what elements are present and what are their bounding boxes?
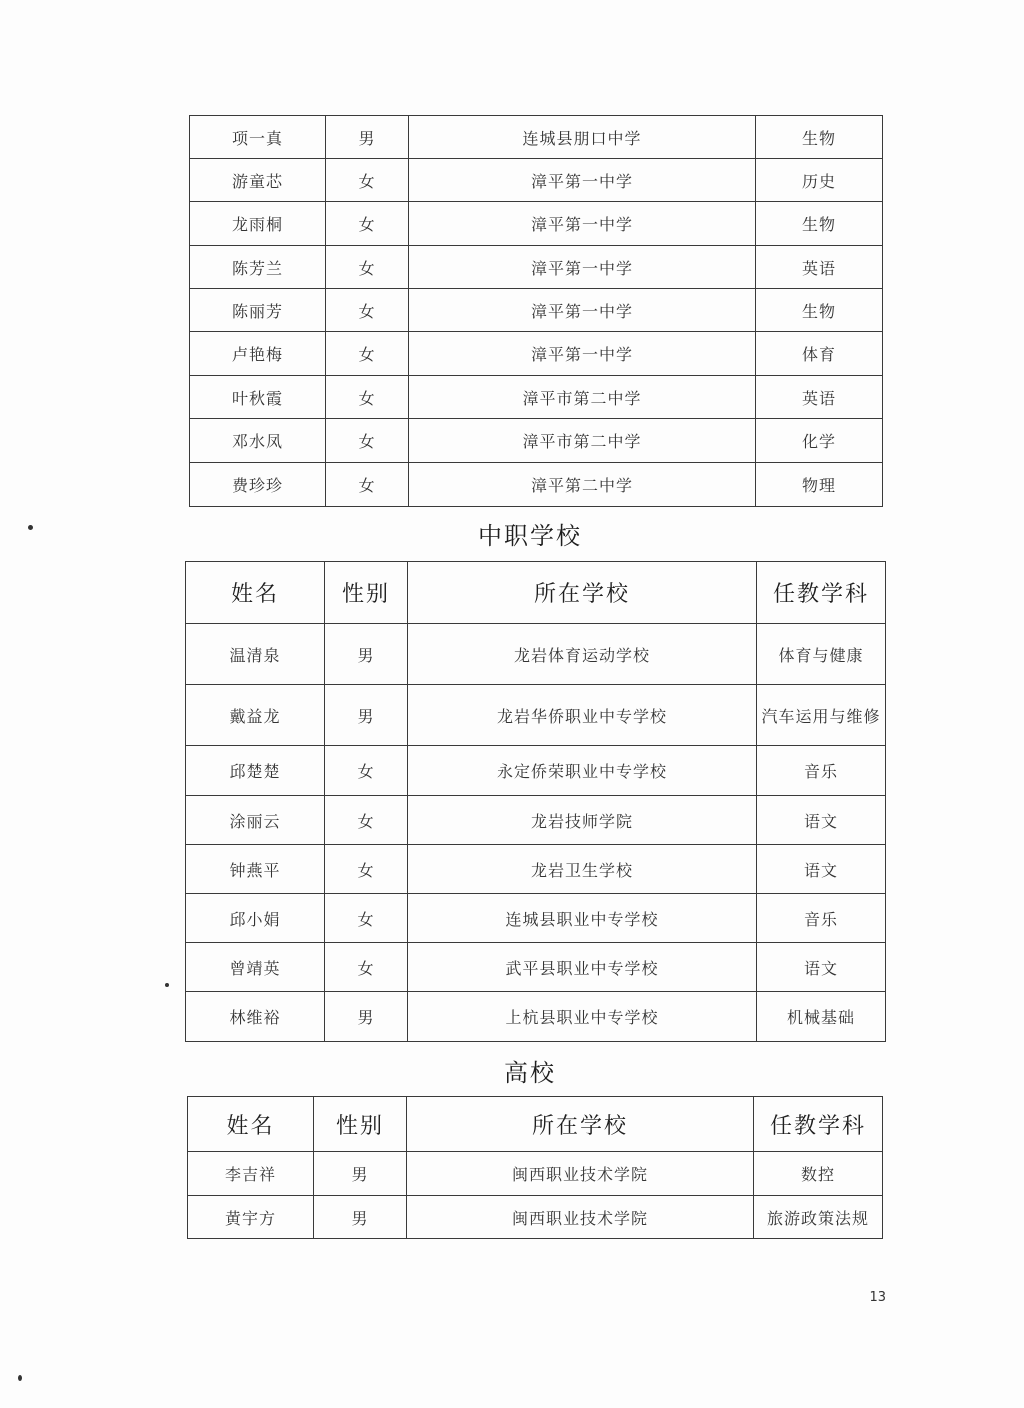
cell-school: 漳平市第二中学 — [409, 376, 756, 419]
table-university — [187, 1096, 883, 1239]
cell-subject: 历史 — [756, 159, 883, 202]
cell-school: 连城县职业中专学校 — [408, 894, 757, 943]
cell-subject: 物理 — [756, 463, 883, 507]
cell-name: 卢艳梅 — [190, 332, 326, 376]
table-row — [186, 943, 886, 992]
cell-school: 武平县职业中专学校 — [408, 943, 757, 992]
cell-subject: 英语 — [756, 246, 883, 289]
cell-school: 漳平第一中学 — [409, 246, 756, 289]
cell-name: 温清泉 — [186, 624, 325, 685]
cell-name: 黄宇方 — [188, 1196, 314, 1239]
cell-subject: 语文 — [757, 943, 886, 992]
section-title-university: 高校 — [504, 1059, 556, 1087]
cell-gender: 女 — [325, 796, 408, 845]
cell-school: 漳平第一中学 — [409, 202, 756, 246]
header-name: 姓名 — [186, 562, 325, 624]
cell-subject: 体育与健康 — [757, 624, 886, 685]
table-row — [190, 116, 883, 159]
cell-name: 游童芯 — [190, 159, 326, 202]
cell-subject: 语文 — [757, 845, 886, 894]
scan-speck — [18, 1375, 22, 1381]
cell-gender: 女 — [326, 289, 409, 332]
table-row — [190, 159, 883, 202]
cell-gender: 女 — [326, 246, 409, 289]
cell-gender: 女 — [326, 332, 409, 376]
table-row — [190, 419, 883, 463]
cell-subject: 旅游政策法规 — [754, 1196, 883, 1239]
cell-gender: 女 — [325, 943, 408, 992]
header-school: 所在学校 — [407, 1097, 754, 1152]
cell-gender: 女 — [325, 746, 408, 796]
cell-name: 叶秋霞 — [190, 376, 326, 419]
cell-gender: 女 — [325, 845, 408, 894]
cell-gender: 女 — [326, 202, 409, 246]
cell-subject: 音乐 — [757, 894, 886, 943]
cell-school: 龙岩技师学院 — [408, 796, 757, 845]
cell-name: 戴益龙 — [186, 685, 325, 746]
cell-subject: 英语 — [756, 376, 883, 419]
table-row — [190, 376, 883, 419]
table-row — [190, 332, 883, 376]
table-row — [190, 246, 883, 289]
table-row — [186, 685, 886, 746]
cell-subject: 生物 — [756, 202, 883, 246]
table-row — [190, 289, 883, 332]
cell-name: 邓水凤 — [190, 419, 326, 463]
cell-name: 林维裕 — [186, 992, 325, 1042]
cell-name: 邱小娟 — [186, 894, 325, 943]
table-row — [190, 463, 883, 507]
cell-gender: 男 — [326, 116, 409, 159]
cell-school: 漳平第一中学 — [409, 332, 756, 376]
cell-name: 陈芳兰 — [190, 246, 326, 289]
cell-gender: 男 — [314, 1152, 407, 1196]
cell-school: 上杭县职业中专学校 — [408, 992, 757, 1042]
cell-name: 项一真 — [190, 116, 326, 159]
cell-subject: 音乐 — [757, 746, 886, 796]
table-row — [188, 1196, 883, 1239]
cell-subject: 体育 — [756, 332, 883, 376]
cell-subject: 汽车运用与维修 — [757, 685, 886, 746]
cell-subject: 数控 — [754, 1152, 883, 1196]
cell-subject: 化学 — [756, 419, 883, 463]
header-gender: 性别 — [325, 562, 408, 624]
table-row — [186, 845, 886, 894]
table-row — [186, 894, 886, 943]
scan-speck — [165, 983, 169, 987]
table-row — [190, 202, 883, 246]
table-vocational — [185, 561, 886, 1042]
cell-gender: 女 — [326, 159, 409, 202]
cell-gender: 男 — [325, 685, 408, 746]
header-name: 姓名 — [188, 1097, 314, 1152]
cell-school: 漳平第一中学 — [409, 159, 756, 202]
cell-name: 邱楚楚 — [186, 746, 325, 796]
cell-school: 连城县朋口中学 — [409, 116, 756, 159]
cell-school: 龙岩卫生学校 — [408, 845, 757, 894]
cell-gender: 男 — [314, 1196, 407, 1239]
cell-name: 曾靖英 — [186, 943, 325, 992]
page-number: 13 — [869, 1290, 886, 1305]
header-subject: 任教学科 — [757, 562, 886, 624]
section-title-vocational: 中职学校 — [478, 522, 582, 550]
cell-subject: 机械基础 — [757, 992, 886, 1042]
cell-name: 龙雨桐 — [190, 202, 326, 246]
cell-name: 钟燕平 — [186, 845, 325, 894]
cell-gender: 女 — [325, 894, 408, 943]
header-subject: 任教学科 — [754, 1097, 883, 1152]
cell-name: 涂丽云 — [186, 796, 325, 845]
table-row — [186, 796, 886, 845]
cell-school: 永定侨荣职业中专学校 — [408, 746, 757, 796]
cell-school: 漳平第一中学 — [409, 289, 756, 332]
cell-subject: 生物 — [756, 116, 883, 159]
cell-name: 陈丽芳 — [190, 289, 326, 332]
table-row — [186, 746, 886, 796]
cell-school: 闽西职业技术学院 — [407, 1196, 754, 1239]
cell-name: 李吉祥 — [188, 1152, 314, 1196]
table-row — [186, 624, 886, 685]
cell-gender: 女 — [326, 419, 409, 463]
cell-school: 漳平第二中学 — [409, 463, 756, 507]
header-school: 所在学校 — [408, 562, 757, 624]
cell-school: 龙岩体育运动学校 — [408, 624, 757, 685]
cell-name: 费珍珍 — [190, 463, 326, 507]
cell-gender: 男 — [325, 624, 408, 685]
scan-speck — [28, 525, 33, 530]
cell-school: 龙岩华侨职业中专学校 — [408, 685, 757, 746]
cell-gender: 男 — [325, 992, 408, 1042]
header-gender: 性别 — [314, 1097, 407, 1152]
table-secondary-continued — [189, 115, 883, 507]
cell-gender: 女 — [326, 376, 409, 419]
cell-gender: 女 — [326, 463, 409, 507]
cell-school: 闽西职业技术学院 — [407, 1152, 754, 1196]
table-row — [188, 1152, 883, 1196]
cell-subject: 语文 — [757, 796, 886, 845]
cell-school: 漳平市第二中学 — [409, 419, 756, 463]
cell-subject: 生物 — [756, 289, 883, 332]
table-row — [186, 992, 886, 1042]
